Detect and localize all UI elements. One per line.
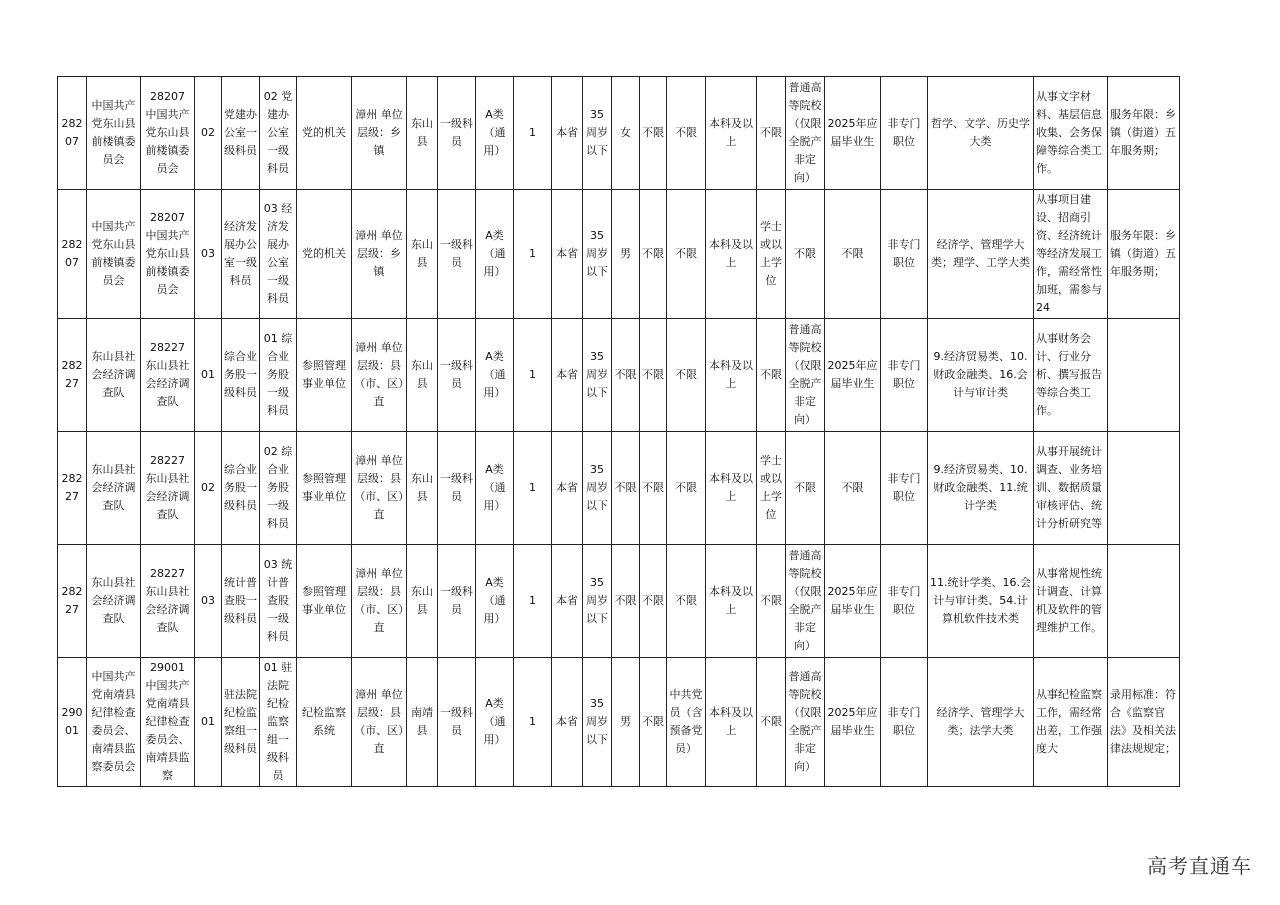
table-cell: 本省 <box>552 432 583 545</box>
table-cell: 从事文字材料、基层信息收集、会务保障等综合类工作。 <box>1034 77 1108 190</box>
table-cell: 本科及以上 <box>706 545 757 658</box>
table-cell: 党的机关 <box>297 190 352 319</box>
table-cell: 1 <box>514 190 552 319</box>
table-cell: 2025年应届毕业生 <box>825 545 881 658</box>
table-cell: 漳州 单位层级：县（市、区）直 <box>352 545 407 658</box>
table-cell: 男 <box>612 658 640 787</box>
table-cell: 1 <box>514 545 552 658</box>
table-cell: 综合业务股一级科员 <box>222 319 260 432</box>
table-cell: 经济发展办公室一级科员 <box>222 190 260 319</box>
table-cell: 35周岁以下 <box>583 319 612 432</box>
table-cell: 01 驻法院纪检监察组一级科员 <box>260 658 297 787</box>
table-cell: 非专门职位 <box>881 658 928 787</box>
table-cell: 非专门职位 <box>881 319 928 432</box>
table-cell: 中国共产党南靖县纪律检查委员会、南靖县监察委员会 <box>87 658 141 787</box>
table-cell: 东山县 <box>407 190 438 319</box>
table-cell: 东山县 <box>407 545 438 658</box>
table-cell: 02 综合业务股一级科员 <box>260 432 297 545</box>
table-cell: 非专门职位 <box>881 77 928 190</box>
table-cell: 35周岁以下 <box>583 77 612 190</box>
table-cell: 学士或以上学位 <box>757 190 786 319</box>
table-cell: 一级科员 <box>438 432 476 545</box>
table-cell: 中共党员（含预备党员） <box>667 658 706 787</box>
table-cell: 35周岁以下 <box>583 658 612 787</box>
table-cell: 普通高等院校（仅限全脱产非定向） <box>786 658 825 787</box>
table-cell: 01 <box>195 319 222 432</box>
table-cell: 28227 东山县社会经济调查队 <box>141 432 195 545</box>
table-cell: 非专门职位 <box>881 545 928 658</box>
table-cell: 本省 <box>552 77 583 190</box>
table-cell: 不限 <box>757 545 786 658</box>
table-cell: 28227 <box>58 432 87 545</box>
table-cell: 统计普查股一级科员 <box>222 545 260 658</box>
table-cell: 纪检监察系统 <box>297 658 352 787</box>
table-cell: 28227 东山县社会经济调查队 <box>141 545 195 658</box>
table-cell: 不限 <box>667 319 706 432</box>
table-cell: 不限 <box>640 319 667 432</box>
table-cell: 经济学、管理学大类；理学、工学大类 <box>928 190 1034 319</box>
table-cell: 党的机关 <box>297 77 352 190</box>
table-cell: 一级科员 <box>438 545 476 658</box>
table-cell: 不限 <box>667 432 706 545</box>
table-cell: 漳州 单位层级：县（市、区）直 <box>352 432 407 545</box>
table-cell: 03 <box>195 545 222 658</box>
table-cell: 9.经济贸易类、10.财政金融类、11.统计学类 <box>928 432 1034 545</box>
table-cell: 2025年应届毕业生 <box>825 77 881 190</box>
table-cell: 02 党建办公室一级科员 <box>260 77 297 190</box>
table-cell: 从事财务会计、行业分析、撰写报告等综合类工作。 <box>1034 319 1108 432</box>
table-cell: 02 <box>195 432 222 545</box>
table-cell: 不限 <box>640 545 667 658</box>
table-cell: 一级科员 <box>438 319 476 432</box>
table-cell: 不限 <box>757 658 786 787</box>
table-cell: 从事开展统计调查、业务培训、数据质量审核评估、统计分析研究等 <box>1034 432 1108 545</box>
table-cell: 本科及以上 <box>706 319 757 432</box>
table-cell: 驻法院纪检监察组一级科员 <box>222 658 260 787</box>
table-cell: 28227 <box>58 545 87 658</box>
table-cell: 服务年限：乡镇（街道）五年服务期； <box>1108 77 1180 190</box>
table-cell: A类（通用） <box>476 545 514 658</box>
table-cell: 从事项目建设、招商引资、经济统计等经济发展工作，需经常性加班，需参与24 <box>1034 190 1108 319</box>
table-cell: 不限 <box>612 319 640 432</box>
table-cell: 28207 <box>58 190 87 319</box>
table-cell: 35周岁以下 <box>583 545 612 658</box>
table-cell: 03 统计普查股一级科员 <box>260 545 297 658</box>
table-cell: 东山县 <box>407 77 438 190</box>
recruitment-table <box>57 76 1180 787</box>
table-cell: 漳州 单位层级：乡镇 <box>352 190 407 319</box>
table-cell: 不限 <box>786 432 825 545</box>
table-cell: 服务年限：乡镇（街道）五年服务期； <box>1108 190 1180 319</box>
table-cell: 东山县社会经济调查队 <box>87 319 141 432</box>
table-row <box>58 658 1180 787</box>
table-row <box>58 545 1180 658</box>
table-cell: 从事纪检监察工作，需经常出差，工作强度大 <box>1034 658 1108 787</box>
table-cell: 不限 <box>667 545 706 658</box>
table-row <box>58 319 1180 432</box>
table-cell: 漳州 单位层级：县（市、区）直 <box>352 319 407 432</box>
table-cell: 不限 <box>667 77 706 190</box>
table-row <box>58 190 1180 319</box>
table-cell: 参照管理事业单位 <box>297 432 352 545</box>
table-cell <box>1108 432 1180 545</box>
table-cell: 29001 中国共产党南靖县纪律检查委员会、南靖县监察 <box>141 658 195 787</box>
table-cell: 不限 <box>757 319 786 432</box>
table-cell: 28227 <box>58 319 87 432</box>
table-cell: 哲学、文学、历史学大类 <box>928 77 1034 190</box>
table-cell: 35周岁以下 <box>583 432 612 545</box>
table-row <box>58 77 1180 190</box>
table-row <box>58 432 1180 545</box>
table-cell: 本省 <box>552 545 583 658</box>
table-cell: 东山县社会经济调查队 <box>87 432 141 545</box>
table-cell: 东山县社会经济调查队 <box>87 545 141 658</box>
table-cell: A类（通用） <box>476 432 514 545</box>
table-cell: 男 <box>612 190 640 319</box>
table-cell: 不限 <box>612 545 640 658</box>
table-cell <box>1108 319 1180 432</box>
table-cell: 01 <box>195 658 222 787</box>
table-cell: 中国共产党东山县前楼镇委员会 <box>87 190 141 319</box>
table-cell: 经济学、管理学大类；法学大类 <box>928 658 1034 787</box>
table-cell: 28207 中国共产党东山县前楼镇委员会 <box>141 190 195 319</box>
table-cell: 不限 <box>757 77 786 190</box>
table-cell: 03 <box>195 190 222 319</box>
table-cell: 普通高等院校（仅限全脱产非定向） <box>786 319 825 432</box>
table-cell: 普通高等院校（仅限全脱产非定向） <box>786 77 825 190</box>
table-cell: 不限 <box>612 432 640 545</box>
table-cell: 1 <box>514 319 552 432</box>
table-cell: 9.经济贸易类、10.财政金融类、16.会计与审计类 <box>928 319 1034 432</box>
table-cell: 东山县 <box>407 432 438 545</box>
table-cell: 本省 <box>552 190 583 319</box>
table-cell: 1 <box>514 77 552 190</box>
table-cell: 不限 <box>640 190 667 319</box>
table-cell: 参照管理事业单位 <box>297 319 352 432</box>
table-cell: 东山县 <box>407 319 438 432</box>
table-cell: 本科及以上 <box>706 77 757 190</box>
table-cell: 本省 <box>552 319 583 432</box>
table-cell: 本科及以上 <box>706 190 757 319</box>
table-cell: 1 <box>514 432 552 545</box>
table-cell: 不限 <box>640 432 667 545</box>
table-cell: 29001 <box>58 658 87 787</box>
table-cell: 不限 <box>786 190 825 319</box>
table-cell: 03 经济发展办公室一级科员 <box>260 190 297 319</box>
table-cell: 2025年应届毕业生 <box>825 658 881 787</box>
table-cell: 参照管理事业单位 <box>297 545 352 658</box>
table-cell: 不限 <box>640 658 667 787</box>
table-cell: A类（通用） <box>476 77 514 190</box>
table-cell: 非专门职位 <box>881 432 928 545</box>
table-cell: 录用标准：符合《监察官法》及相关法律法规规定； <box>1108 658 1180 787</box>
table-cell: A类（通用） <box>476 190 514 319</box>
table-cell <box>1108 545 1180 658</box>
table-cell: 本科及以上 <box>706 432 757 545</box>
table-cell: 一级科员 <box>438 658 476 787</box>
table-cell: 非专门职位 <box>881 190 928 319</box>
table-cell: 女 <box>612 77 640 190</box>
table-cell: 学士或以上学位 <box>757 432 786 545</box>
table-cell: 不限 <box>667 190 706 319</box>
table-cell: 中国共产党东山县前楼镇委员会 <box>87 77 141 190</box>
table-cell: 1 <box>514 658 552 787</box>
table-cell: 2025年应届毕业生 <box>825 319 881 432</box>
table-cell: 02 <box>195 77 222 190</box>
table-cell: A类（通用） <box>476 319 514 432</box>
table-cell: 28207 <box>58 77 87 190</box>
table-cell: 不限 <box>825 190 881 319</box>
table-cell: 不限 <box>640 77 667 190</box>
table-cell: 35周岁以下 <box>583 190 612 319</box>
table-cell: 从事常规性统计调查、计算机及软件的管理维护工作。 <box>1034 545 1108 658</box>
table-cell: 28227 东山县社会经济调查队 <box>141 319 195 432</box>
table-cell: 一级科员 <box>438 190 476 319</box>
watermark-logo-text: 高考直通车 <box>1147 854 1252 878</box>
table-cell: 普通高等院校（仅限全脱产非定向） <box>786 545 825 658</box>
table-cell: 党建办公室一级科员 <box>222 77 260 190</box>
table-cell: 本科及以上 <box>706 658 757 787</box>
table-cell: 01 综合业务股一级科员 <box>260 319 297 432</box>
table-cell: 不限 <box>825 432 881 545</box>
table-cell: 11.统计学类、16.会计与审计类、54.计算机软件技术类 <box>928 545 1034 658</box>
table-cell: 28207 中国共产党东山县前楼镇委员会 <box>141 77 195 190</box>
table-cell: 综合业务股一级科员 <box>222 432 260 545</box>
table-cell: 南靖县 <box>407 658 438 787</box>
table-cell: 漳州 单位层级：县（市、区）直 <box>352 658 407 787</box>
table-cell: 漳州 单位层级：乡镇 <box>352 77 407 190</box>
table-cell: 本省 <box>552 658 583 787</box>
table-cell: A类（通用） <box>476 658 514 787</box>
table-cell: 一级科员 <box>438 77 476 190</box>
